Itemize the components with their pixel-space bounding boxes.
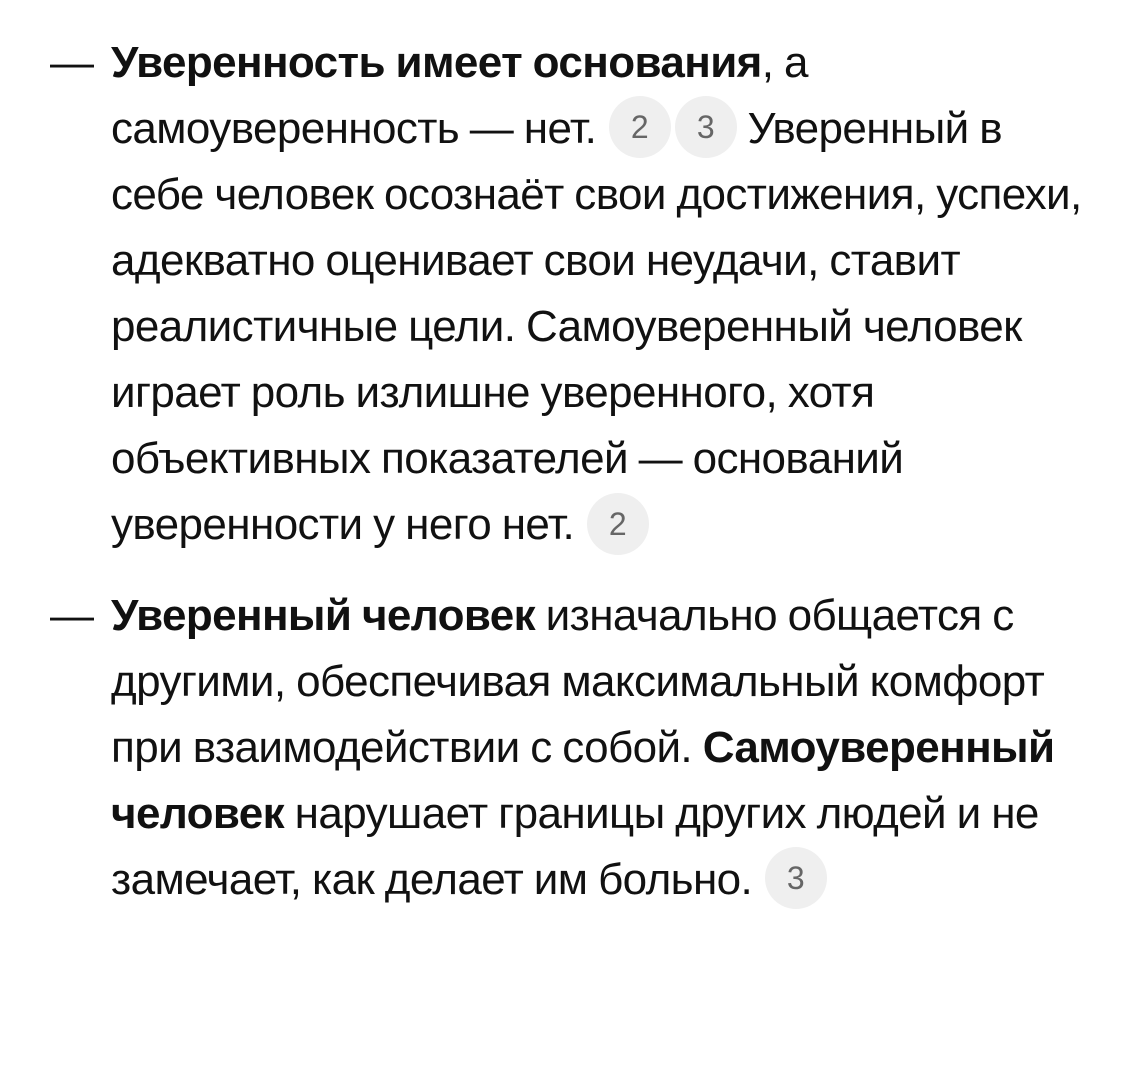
source-ref-badge[interactable]: 2 <box>609 96 671 158</box>
list-item <box>0 30 1125 559</box>
bold-phrase: Самоуверенный человек <box>111 722 1055 838</box>
paragraph-text: изначально общается с другими, обеспечивая максимальный комфорт при взаимодействии с собой. <box>111 590 1045 772</box>
paragraph-text: Уверенный в себе человек осознаёт свои достижения, успехи, адекватно оценивает свои неудачи, ставит реалистичные цели. Самоуверенный человек играет роль излишне уверенного, хотя объективных показателей — оснований уверенности у него нет. <box>111 104 1082 550</box>
paragraph-text: нарушает границы других людей и не замечает, как делает им больно. <box>111 788 1039 904</box>
paragraph-text: , а самоуверенность — нет. <box>111 38 808 153</box>
bold-phrase: Уверенный человек <box>111 590 536 640</box>
bold-phrase: Уверенность имеет основания <box>111 38 762 87</box>
list-dash: — <box>50 38 94 87</box>
source-ref-badge[interactable]: 3 <box>765 847 827 909</box>
source-ref-badge[interactable]: 2 <box>587 493 649 555</box>
list-item <box>0 583 1125 913</box>
list-dash: — <box>50 590 94 640</box>
answer-list <box>0 30 1125 913</box>
source-ref-badge[interactable]: 3 <box>675 96 737 158</box>
